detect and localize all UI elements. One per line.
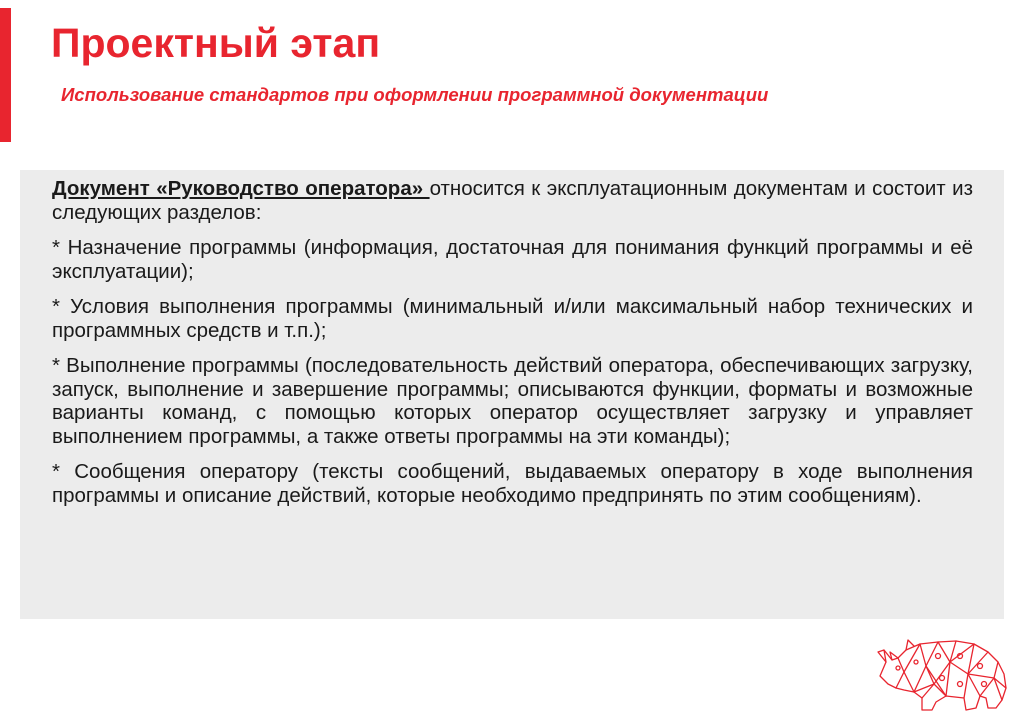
intro-text: относится к эксплуатационным документам и состоит из следующих разделов: (52, 177, 973, 224)
document-name: Документ «Руководство оператора» (52, 177, 430, 200)
page-subtitle: Использование стандартов при оформлении программной документации (61, 84, 769, 105)
content-body (52, 177, 973, 519)
content-panel (20, 170, 1004, 619)
list-item-conditions: * Условия выполнения программы (минимальный и/или максимальный набор технических и программных средств и т.п.); (52, 295, 973, 342)
intro-paragraph (52, 177, 973, 224)
list-item-execution: * Выполнение программы (последовательность действий оператора, обеспечивающих загрузку, запуск, выполнение и завершение программы; описываются функции, форматы и возможные варианты команд, с помощью которых оператор осуществляет загрузку и управляет выполнением программы, а также ответы программы на эти команды); (52, 354, 973, 448)
accent-bar (0, 8, 11, 142)
page-title: Проектный этап (51, 20, 381, 66)
list-item-purpose: * Назначение программы (информация, достаточная для понимания функций программы и её эксплуатации); (52, 236, 973, 283)
list-item-messages: * Сообщения оператору (тексты сообщений, выдаваемых оператору в ходе выполнения программы и описание действий, которые необходимо предпринять по этим сообщениям). (52, 460, 973, 507)
rhino-logo-icon (876, 632, 1014, 716)
